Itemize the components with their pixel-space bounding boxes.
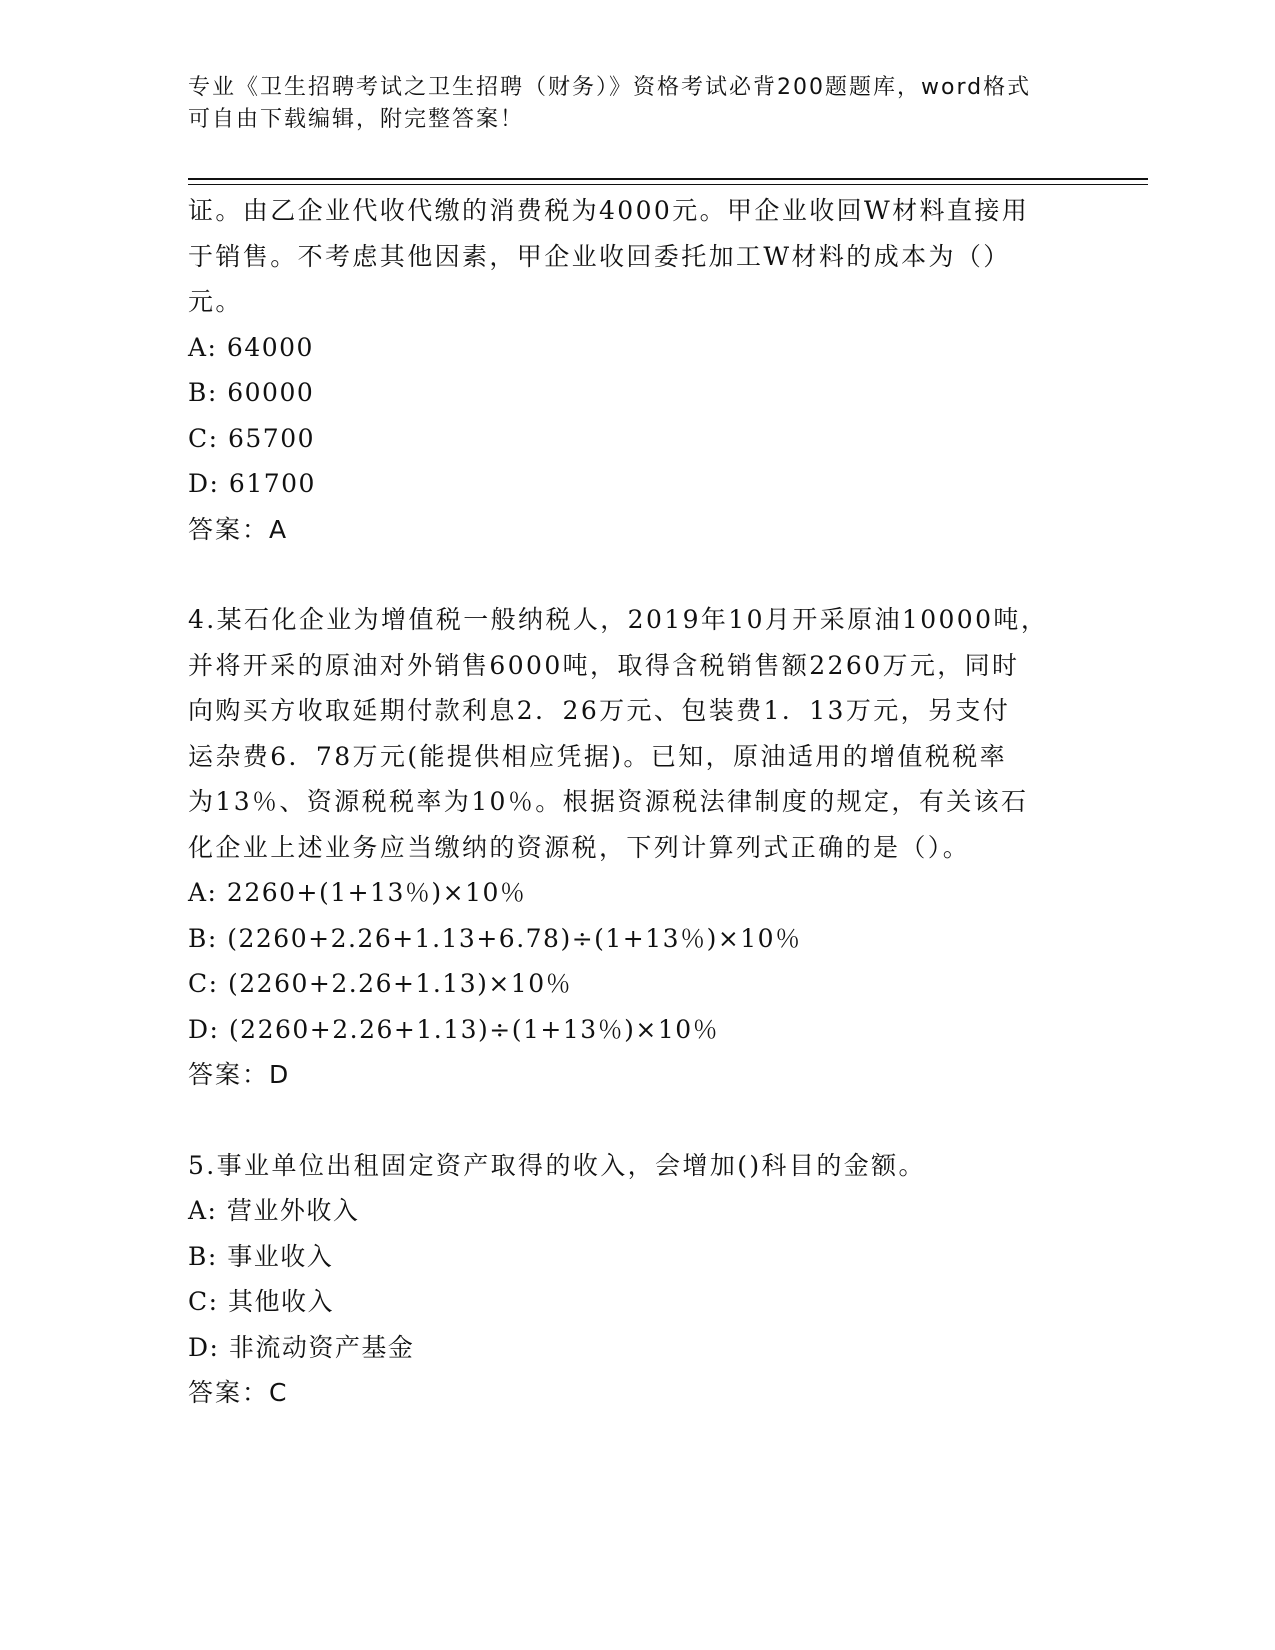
question-5-option-d: D: 非流动资产基金 [188, 1332, 415, 1362]
question-3-option-b: B: 60000 [188, 378, 315, 407]
question-4-stem-line-2: 并将开采的原油对外销售6000吨，取得含税销售额2260万元，同时 [188, 650, 1020, 680]
question-4-stem-line-5: 为13％、资源税税率为10％。根据资源税法律制度的规定，有关该石 [188, 787, 1029, 816]
question-4-answer: 答案：D [188, 1060, 291, 1089]
header-title-line-1: 专业《卫生招聘考试之卫生招聘（财务）》资格考试必背200题题库，word格式 [188, 75, 1032, 100]
question-5-option-a: A: 营业外收入 [188, 1196, 360, 1225]
question-3-stem-line-3: 元。 [188, 287, 243, 316]
question-3 [188, 188, 1088, 552]
question-4-stem-line-3: 向购买方收取延期付款利息2．26万元、包装费1．13万元，另支付 [188, 696, 1011, 725]
question-4-option-d: D: (2260+2.26+1.13)÷(1+13％)×10％ [188, 1014, 720, 1044]
question-3-option-d: D: 61700 [188, 469, 316, 498]
question-4-stem-line-4: 运杂费6．78万元(能提供相应凭据)。已知，原油适用的增值税税率 [188, 741, 1008, 771]
question-4-stem-line-1: 4.某石化企业为增值税一般纳税人，2019年10月开采原油10000吨， [188, 605, 1049, 634]
question-5-answer: 答案：C [188, 1378, 289, 1407]
question-4-option-b: B: (2260+2.26+1.13+6.78)÷(1+13％)×10％ [188, 923, 802, 953]
question-4-stem-line-6: 化企业上述业务应当缴纳的资源税，下列计算列式正确的是（）。 [188, 832, 971, 862]
question-3-option-a: A: 64000 [188, 332, 314, 362]
question-3-answer: 答案：A [188, 514, 289, 544]
question-3-stem-line-2: 于销售。不考虑其他因素，甲企业收回委托加工W材料的成本为（） [188, 241, 1011, 271]
header-divider-thick [188, 178, 1148, 180]
question-4-option-a: A: 2260+(1+13％)×10％ [188, 878, 527, 907]
question-5-option-c: C: 其他收入 [188, 1287, 334, 1316]
question-5-stem-line-1: 5.事业单位出租固定资产取得的收入，会增加()科目的金额。 [188, 1150, 926, 1180]
question-3-stem-line-1: 证。由乙企业代收代缴的消费税为4000元。甲企业收回W材料直接用 [188, 196, 1030, 225]
question-5 [188, 1143, 1088, 1416]
question-4 [188, 597, 1088, 1098]
header-divider-thin [188, 184, 1148, 185]
document-body [188, 188, 1088, 1416]
question-3-option-c: C: 65700 [188, 423, 316, 453]
question-5-option-b: B: 事业收入 [188, 1241, 334, 1271]
page-header [188, 72, 1088, 136]
header-title-line-2: 可自由下载编辑，附完整答案！ [188, 107, 525, 132]
question-4-option-c: C: (2260+2.26+1.13)×10％ [188, 969, 573, 998]
